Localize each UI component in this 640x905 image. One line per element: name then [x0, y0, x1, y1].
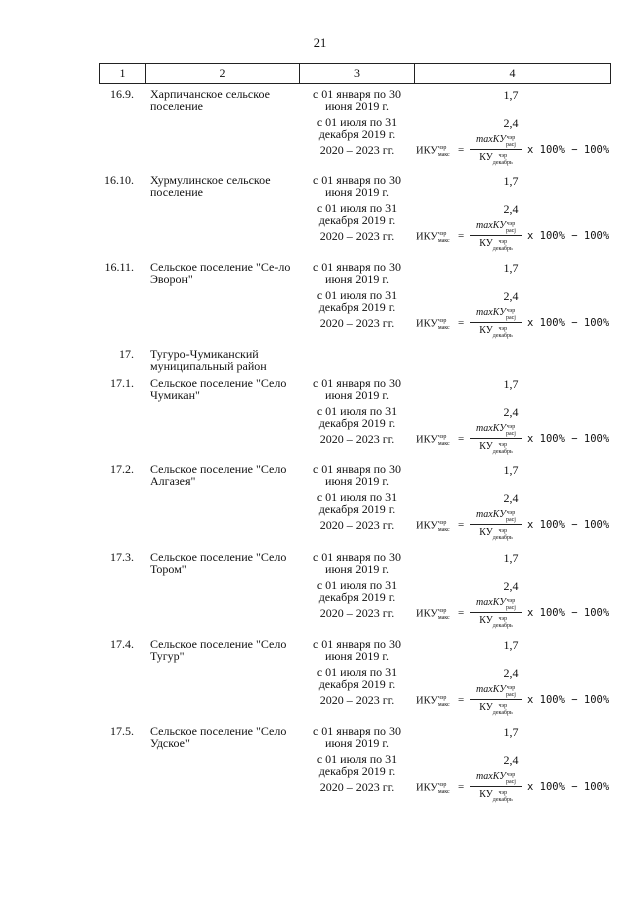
- period-2: с 01 июля по 31 декабря 2019 г.: [316, 201, 398, 227]
- formula-num-sub: pacj: [505, 315, 516, 321]
- formula-den-sub: декабрь: [492, 623, 513, 629]
- value-1: 1,7: [503, 88, 519, 102]
- formula-num-sub: pacj: [505, 779, 516, 785]
- value-1: 1,7: [503, 377, 519, 391]
- settlement-name: Харпичанское сельское поселение: [150, 87, 270, 113]
- formula-den-sup: чэр: [498, 528, 508, 534]
- value-2: 2,4: [503, 405, 519, 419]
- formula-rhs: x 100% − 100%: [527, 607, 610, 619]
- formula-numerator: maxКУчэр pacj: [476, 597, 516, 611]
- formula: [416, 134, 611, 168]
- formula-eq: =: [458, 519, 465, 531]
- formula-num-indices: [506, 771, 516, 785]
- formula-eq: =: [458, 144, 465, 156]
- period-3: 2020 – 2023 гг.: [319, 518, 395, 532]
- value-1: 1,7: [503, 174, 519, 188]
- header-col-3: 3: [300, 64, 415, 83]
- formula-eq: =: [458, 694, 465, 706]
- formula-den-indices: [493, 527, 513, 541]
- period-2: с 01 июля по 31 декабря 2019 г.: [316, 404, 398, 430]
- formula-rhs: x 100% − 100%: [527, 433, 610, 445]
- formula-lhs: ИКУчэр макс: [416, 520, 450, 533]
- formula-numerator: maxКУчэр pacj: [476, 684, 516, 698]
- formula-den-indices: [493, 615, 513, 629]
- period-2: с 01 июля по 31 декабря 2019 г.: [316, 665, 398, 691]
- period-1: с 01 января по 30 июня 2019 г.: [312, 724, 402, 750]
- formula-num-sub: pacj: [505, 605, 516, 611]
- fraction-bar: [470, 149, 522, 150]
- formula-den-sub: декабрь: [492, 160, 513, 166]
- formula-den-indices: [493, 238, 513, 252]
- formula-den-indices: [493, 789, 513, 803]
- value-2: 2,4: [503, 289, 519, 303]
- formula-lhs-sub: макс: [437, 152, 450, 158]
- formula-denominator: КУ чэр декабрь: [479, 325, 513, 339]
- value-1: 1,7: [503, 463, 519, 477]
- formula-num-sub: pacj: [505, 517, 516, 523]
- period-1: с 01 января по 30 июня 2019 г.: [312, 550, 402, 576]
- formula-den-sup: чэр: [498, 703, 508, 709]
- formula: [416, 509, 611, 543]
- formula-den-sup: чэр: [498, 442, 508, 448]
- period-1: с 01 января по 30 июня 2019 г.: [312, 260, 402, 286]
- formula-denominator: КУ чэр декабрь: [479, 615, 513, 629]
- formula: [416, 307, 611, 341]
- formula-lhs-indices: [438, 230, 450, 244]
- formula-lhs-sub: макс: [437, 527, 450, 533]
- row-number: 17.: [119, 347, 134, 361]
- fraction-bar: [470, 699, 522, 700]
- formula-lhs-sub: макс: [437, 238, 450, 244]
- formula-lhs-sub: макс: [437, 325, 450, 331]
- formula-num-sup: чэр: [506, 685, 516, 691]
- formula-den-sup: чэр: [498, 153, 508, 159]
- formula-lhs-indices: [438, 607, 450, 621]
- settlement-name: Сельское поселение "Село Чумикан": [150, 376, 287, 402]
- formula-num-sup: чэр: [506, 510, 516, 516]
- formula-numerator: maxКУчэр pacj: [476, 134, 516, 148]
- formula-num-indices: [506, 134, 516, 148]
- formula-num-sup: чэр: [506, 772, 516, 778]
- formula-lhs: ИКУчэр макс: [416, 318, 450, 331]
- formula-numerator: maxКУчэр pacj: [476, 423, 516, 437]
- formula-lhs: ИКУчэр макс: [416, 608, 450, 621]
- formula-lhs: ИКУчэр макс: [416, 434, 450, 447]
- formula-eq: =: [458, 433, 465, 445]
- period-1: с 01 января по 30 июня 2019 г.: [312, 87, 402, 113]
- formula-den-indices: [493, 325, 513, 339]
- formula-den-sub: декабрь: [492, 797, 513, 803]
- formula-den-sup: чэр: [498, 326, 508, 332]
- formula-den-sup: чэр: [498, 239, 508, 245]
- formula-eq: =: [458, 781, 465, 793]
- formula-den-indices: [493, 441, 513, 455]
- formula-rhs: x 100% − 100%: [527, 519, 610, 531]
- header-col-2: 2: [146, 64, 300, 83]
- formula-rhs: x 100% − 100%: [527, 694, 610, 706]
- formula: [416, 597, 611, 631]
- period-2: с 01 июля по 31 декабря 2019 г.: [316, 752, 398, 778]
- formula-lhs-sub: макс: [437, 441, 450, 447]
- formula-den-indices: [493, 152, 513, 166]
- formula-num-indices: [506, 509, 516, 523]
- formula-denominator: КУ чэр декабрь: [479, 238, 513, 252]
- formula-lhs-sub: макс: [437, 615, 450, 621]
- formula-lhs-indices: [438, 781, 450, 795]
- period-3: 2020 – 2023 гг.: [319, 143, 395, 157]
- formula-num-indices: [506, 220, 516, 234]
- formula-lhs-sup: чэр: [437, 145, 447, 151]
- formula-lhs-sub: макс: [437, 702, 450, 708]
- value-1: 1,7: [503, 261, 519, 275]
- settlement-name: Сельское поселение "Се-ло Эворон": [150, 260, 291, 286]
- value-1: 1,7: [503, 725, 519, 739]
- formula-num-sub: pacj: [505, 431, 516, 437]
- formula-lhs-sup: чэр: [437, 318, 447, 324]
- formula-den-sub: декабрь: [492, 535, 513, 541]
- value-2: 2,4: [503, 202, 519, 216]
- row-number: 17.5.: [110, 724, 134, 738]
- fraction-bar: [470, 322, 522, 323]
- formula-denominator: КУ чэр декабрь: [479, 789, 513, 803]
- formula-den-sub: декабрь: [492, 449, 513, 455]
- row-number: 16.11.: [104, 260, 134, 274]
- period-3: 2020 – 2023 гг.: [319, 606, 395, 620]
- formula-den-sup: чэр: [498, 790, 508, 796]
- formula-lhs-sup: чэр: [437, 608, 447, 614]
- fraction-bar: [470, 612, 522, 613]
- period-2: с 01 июля по 31 декабря 2019 г.: [316, 288, 398, 314]
- settlement-name: Сельское поселение "Село Тором": [150, 550, 287, 576]
- formula-lhs-sup: чэр: [437, 695, 447, 701]
- formula-lhs: ИКУчэр макс: [416, 231, 450, 244]
- formula-eq: =: [458, 230, 465, 242]
- formula-denominator: КУ чэр декабрь: [479, 702, 513, 716]
- settlement-name: Сельское поселение "Село Удское": [150, 724, 287, 750]
- formula-lhs-sub: макс: [437, 789, 450, 795]
- formula-eq: =: [458, 317, 465, 329]
- formula-lhs-sup: чэр: [437, 520, 447, 526]
- formula-num-sub: pacj: [505, 142, 516, 148]
- row-number: 17.3.: [110, 550, 134, 564]
- period-2: с 01 июля по 31 декабря 2019 г.: [316, 115, 398, 141]
- period-2: с 01 июля по 31 декабря 2019 г.: [316, 490, 398, 516]
- value-2: 2,4: [503, 491, 519, 505]
- formula: [416, 684, 611, 718]
- settlement-name: Сельское поселение "Село Тугур": [150, 637, 287, 663]
- value-1: 1,7: [503, 551, 519, 565]
- page-number: 21: [313, 36, 327, 50]
- formula-lhs: ИКУчэр макс: [416, 695, 450, 708]
- fraction-bar: [470, 438, 522, 439]
- formula-num-indices: [506, 307, 516, 321]
- row-number: 16.10.: [104, 173, 134, 187]
- formula-num-sub: pacj: [505, 228, 516, 234]
- formula: [416, 771, 611, 805]
- formula-lhs: ИКУчэр макс: [416, 145, 450, 158]
- formula-den-sup: чэр: [498, 616, 508, 622]
- fraction-bar: [470, 786, 522, 787]
- value-1: 1,7: [503, 638, 519, 652]
- period-1: с 01 января по 30 июня 2019 г.: [312, 376, 402, 402]
- period-3: 2020 – 2023 гг.: [319, 316, 395, 330]
- header-col-4: 4: [509, 66, 516, 80]
- settlement-name: Тугуро-Чумиканский муниципальный район: [150, 347, 267, 373]
- formula-eq: =: [458, 607, 465, 619]
- formula-den-sub: декабрь: [492, 246, 513, 252]
- formula-num-indices: [506, 684, 516, 698]
- period-2: с 01 июля по 31 декабря 2019 г.: [316, 578, 398, 604]
- table-header: [99, 63, 611, 84]
- period-3: 2020 – 2023 гг.: [319, 693, 395, 707]
- formula-den-indices: [493, 702, 513, 716]
- formula-lhs-indices: [438, 317, 450, 331]
- value-2: 2,4: [503, 753, 519, 767]
- period-1: с 01 января по 30 июня 2019 г.: [312, 637, 402, 663]
- formula-num-sup: чэр: [506, 598, 516, 604]
- formula-num-sup: чэр: [506, 308, 516, 314]
- formula-num-sup: чэр: [506, 135, 516, 141]
- formula-lhs-sup: чэр: [437, 231, 447, 237]
- formula-rhs: x 100% − 100%: [527, 781, 610, 793]
- fraction-bar: [470, 235, 522, 236]
- formula-num-indices: [506, 423, 516, 437]
- formula-numerator: maxКУчэр pacj: [476, 307, 516, 321]
- period-1: с 01 января по 30 июня 2019 г.: [312, 173, 402, 199]
- row-number: 17.2.: [110, 462, 134, 476]
- formula-rhs: x 100% − 100%: [527, 144, 610, 156]
- period-1: с 01 января по 30 июня 2019 г.: [312, 462, 402, 488]
- fraction-bar: [470, 524, 522, 525]
- row-number: 17.1.: [110, 376, 134, 390]
- formula-num-sub: pacj: [505, 692, 516, 698]
- formula: [416, 423, 611, 457]
- period-3: 2020 – 2023 гг.: [319, 780, 395, 794]
- formula-lhs-sup: чэр: [437, 434, 447, 440]
- formula-lhs-indices: [438, 433, 450, 447]
- period-3: 2020 – 2023 гг.: [319, 432, 395, 446]
- formula-denominator: КУ чэр декабрь: [479, 152, 513, 166]
- formula: [416, 220, 611, 254]
- formula-num-sup: чэр: [506, 221, 516, 227]
- formula-rhs: x 100% − 100%: [527, 230, 610, 242]
- formula-lhs-sup: чэр: [437, 782, 447, 788]
- value-2: 2,4: [503, 579, 519, 593]
- formula-rhs: x 100% − 100%: [527, 317, 610, 329]
- formula-num-sup: чэр: [506, 424, 516, 430]
- settlement-name: Хурмулинское сельское поселение: [150, 173, 271, 199]
- period-3: 2020 – 2023 гг.: [319, 229, 395, 243]
- formula-lhs-indices: [438, 144, 450, 158]
- formula-numerator: maxКУчэр pacj: [476, 771, 516, 785]
- formula-numerator: maxКУчэр pacj: [476, 220, 516, 234]
- value-2: 2,4: [503, 666, 519, 680]
- settlement-name: Сельское поселение "Село Алгазея": [150, 462, 287, 488]
- row-number: 16.9.: [110, 87, 134, 101]
- formula-den-sub: декабрь: [492, 333, 513, 339]
- formula-den-sub: декабрь: [492, 710, 513, 716]
- formula-lhs: ИКУчэр макс: [416, 782, 450, 795]
- header-col-1: 1: [100, 64, 146, 83]
- formula-lhs-indices: [438, 694, 450, 708]
- formula-lhs-indices: [438, 519, 450, 533]
- row-number: 17.4.: [110, 637, 134, 651]
- formula-denominator: КУ чэр декабрь: [479, 441, 513, 455]
- formula-num-indices: [506, 597, 516, 611]
- formula-numerator: maxКУчэр pacj: [476, 509, 516, 523]
- value-2: 2,4: [503, 116, 519, 130]
- formula-denominator: КУ чэр декабрь: [479, 527, 513, 541]
